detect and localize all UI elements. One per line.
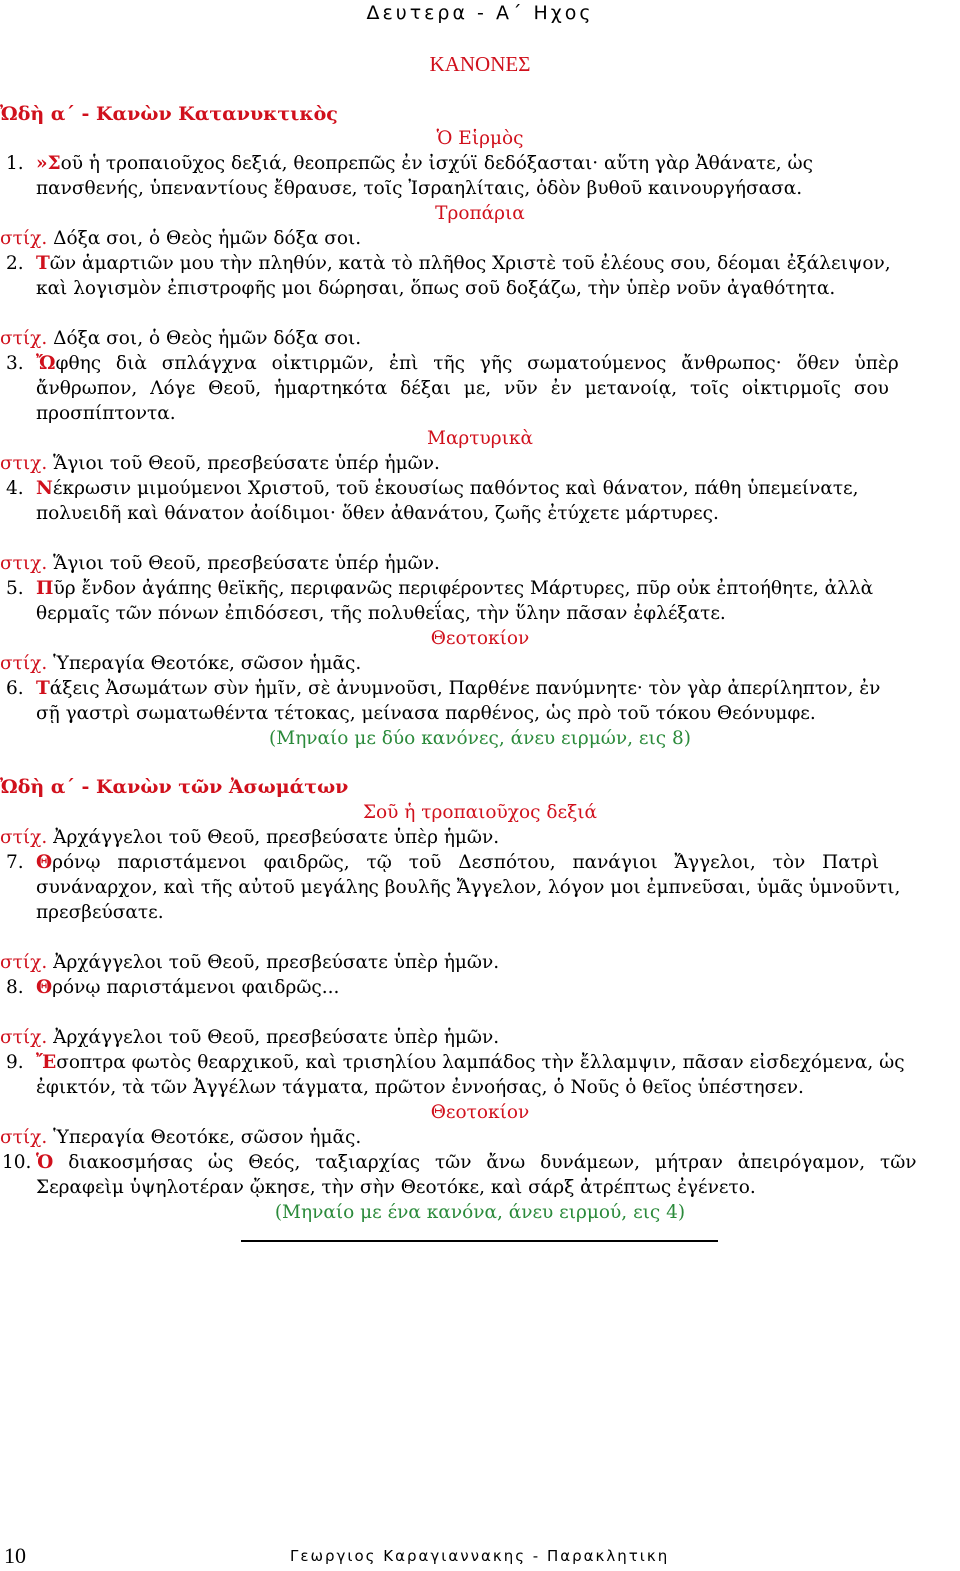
hymn-10-line-2: Σεραφεὶμ ὑψηλοτέραν ᾤκησε, τὴν σὴν Θεοτόκε, καὶ σάρξ ἀτρέπτως ἐγένετο. — [36, 1177, 756, 1198]
hymn-text: σοπτρα φωτὸς θεαρχικοῦ, καὶ τρισηλίου λαμπάδος τὴν ἔλλαμψιν, πᾶσαν εἰσδεχόμενα, ὡς — [56, 1052, 905, 1073]
stichos — [0, 551, 920, 576]
section-divider — [241, 1240, 718, 1242]
hymn-text: ρόνῳ παριστάμενοι φαιδρῶς, τῷ τοῦ Δεσπότου, πανάγιοι Ἄγγελοι, τὸν Πατρὶ — [52, 852, 880, 873]
stichos-prefix: στίχ. — [0, 653, 48, 674]
stichos — [0, 451, 920, 476]
hymn-3-line-2: ἄνθρωπον, Λόγε Θεοῦ, ἡμαρτηκότα δέξαι με, νῦν ἐν μετανοίᾳ, τοῖς οἰκτιρμοῖς σου — [36, 378, 889, 399]
stichos — [0, 651, 920, 676]
drop-initial: »Σ — [36, 153, 61, 174]
hymn-7-line-1 — [36, 850, 956, 875]
hymn-text: ῦρ ἔνδον ἀγάπης θεϊκῆς, περιφανῶς περιφέροντες Μάρτυρες, πῦρ οὐκ ἐπτοήθητε, ἀλλὰ — [53, 578, 874, 599]
hymn-1-line-1 — [36, 151, 956, 176]
hymn-number: 4. — [6, 478, 24, 499]
drop-initial: Θ — [36, 977, 53, 998]
heirmos-label: Σοῦ ἡ τροπαιοῦχος δεξιά — [362, 802, 598, 823]
stichos-prefix: στίχ. — [0, 827, 48, 848]
hymn-9-line-1 — [36, 1050, 956, 1075]
stichos-text: Ἀρχάγγελοι τοῦ Θεοῦ, πρεσβεύσατε ὑπὲρ ἡμῶν. — [53, 1027, 500, 1048]
hymn-number: 8. — [6, 977, 24, 998]
menaion-note: (Μηναίο με δύο κανόνες, άνευ ειρμών, εις 8) — [269, 728, 691, 749]
stichos-text: Ὑπεραγία Θεοτόκε, σῶσον ἡμᾶς. — [53, 1127, 362, 1148]
hymn-text: έκρωσιν μιμούμενοι Χριστοῦ, τοῦ ἑκουσίως παθόντος καὶ θάνατον, πάθη ὑπεμείνατε, — [52, 478, 859, 499]
hymn-number: 1. — [6, 153, 24, 174]
page-number: 10 — [4, 1543, 26, 1568]
hymn-number: 7. — [6, 852, 24, 873]
drop-initial: Π — [36, 578, 54, 599]
hymn-text: ῶν ἁμαρτιῶν μου τὴν πληθύν, κατὰ τὸ πλῆθος Χριστὲ τοῦ ἐλέους σου, δέομαι ἐξάλειψον, — [49, 253, 891, 274]
stichos — [0, 1025, 920, 1050]
running-header: Δευτερα - Α΄ Ηχος — [366, 2, 594, 24]
hymn-3-line-3: προσπίπτοντα. — [36, 403, 176, 424]
stichos-text: Ἀρχάγγελοι τοῦ Θεοῦ, πρεσβεύσατε ὑπὲρ ἡμῶν. — [53, 827, 500, 848]
page-title: ΚΑΝΟΝΕΣ — [429, 52, 531, 76]
martyrika-label: Μαρτυρικὰ — [427, 428, 533, 449]
drop-initial: Ν — [36, 478, 53, 499]
stichos-prefix: στίχ. — [0, 228, 48, 249]
stichos-prefix: στίχ. — [0, 1027, 48, 1048]
hymn-6-line-1 — [36, 676, 956, 701]
hymn-text: διακοσμήσας ὡς Θεός, ταξιαρχίας τῶν ἄνω δυνάμεων, μήτραν ἀπειρόγαμον, τῶν — [68, 1152, 917, 1173]
stichos — [0, 1125, 920, 1150]
stichos-text: Ὑπεραγία Θεοτόκε, σῶσον ἡμᾶς. — [53, 653, 362, 674]
stichos — [0, 226, 920, 251]
drop-initial: Τ — [36, 253, 50, 274]
hymn-1-line-2: πανσθενής, ὑπεναντίους ἔθραυσε, τοῖς Ἰσραηλίταις, ὁδὸν βυθοῦ καινουργήσασα. — [36, 178, 803, 199]
theotokion-label: Θεοτοκίον — [430, 1102, 530, 1123]
hymn-4-line-2: πολυειδῆ καὶ θάνατον ἀοίδιμοι· ὅθεν ἀθανάτου, ζωῆς ἐτύχετε μάρτυρες. — [36, 503, 719, 524]
hymn-3-line-1 — [36, 351, 956, 376]
hymn-7-line-3: πρεσβεύσατε. — [36, 902, 164, 923]
drop-initial: Τ — [36, 678, 50, 699]
hymn-10-line-1 — [36, 1150, 956, 1175]
heirmos-label: Ὁ Εἱρμὸς — [436, 128, 524, 149]
hymn-number: 9. — [6, 1052, 24, 1073]
hymn-9-line-2: ἐφικτόν, τὰ τῶν Ἀγγέλων τάγματα, πρῶτον ἐννοήσας, ὁ Νοῦς ὁ θεῖος ὑπέστησεν. — [36, 1077, 804, 1098]
stichos-text: Ἅγιοι τοῦ Θεοῦ, πρεσβεύσατε ὑπέρ ἡμῶν. — [53, 553, 440, 574]
hymn-2-line-2: καὶ λογισμὸν ἐπιστροφῆς μοι δώρησαι, ὅπως σοῦ δοξάζω, τὴν ὑπὲρ νοῦν ἀγαθότητα. — [36, 278, 836, 299]
stichos-prefix: στιχ. — [0, 553, 48, 574]
theotokion-label: Θεοτοκίον — [430, 628, 530, 649]
hymn-number: 3. — [6, 353, 24, 374]
running-footer: Γεωργιος Καραγιαννακης - Παρακλητικη — [290, 1547, 670, 1565]
stichos — [0, 950, 920, 975]
stichos-text: Δόξα σοι, ὁ Θεὸς ἡμῶν δόξα σοι. — [53, 328, 362, 349]
troparia-label: Τροπάρια — [435, 203, 525, 224]
hymn-4-line-1 — [36, 476, 956, 501]
hymn-7-line-2: συνάναρχον, καὶ τῆς αὐτοῦ μεγάλης βουλῆς Ἄγγελον, λόγον μοι ἐμπνεῦσαι, ὑμᾶς ὑμνοῦντι, — [36, 877, 901, 898]
stichos-prefix: στιχ. — [0, 453, 48, 474]
hymn-number: 5. — [6, 578, 24, 599]
drop-initial: Ὤ — [36, 353, 56, 374]
hymn-text: ρόνῳ παριστάμενοι φαιδρῶς... — [52, 977, 340, 998]
stichos-prefix: στίχ. — [0, 952, 48, 973]
hymn-text: άξεις Ἀσωμάτων σὺν ἡμῖν, σὲ ἀνυμνοῦσι, Παρθένε πανύμνητε· τὸν γὰρ ἀπερίληπτον, ἐν — [49, 678, 881, 699]
stichos — [0, 825, 920, 850]
drop-initial: Θ — [36, 852, 53, 873]
hymn-number: 10. — [2, 1152, 32, 1173]
menaion-note: (Μηναίο με ένα κανόνα, άνευ ειρμού, εις 4) — [274, 1202, 686, 1223]
stichos-text: Ἀρχάγγελοι τοῦ Θεοῦ, πρεσβεύσατε ὑπὲρ ἡμῶν. — [53, 952, 500, 973]
drop-initial: Ὁ — [36, 1152, 54, 1173]
hymn-5-line-2: θερμαῖς τῶν πόνων ἐπιδόσεσι, τῆς πολυθεΐας, τὴν ὕλην πᾶσαν ἐφλέξατε. — [36, 603, 726, 624]
hymn-2-line-1 — [36, 251, 956, 276]
hymn-5-line-1 — [36, 576, 956, 601]
drop-initial: Ἔ — [36, 1052, 57, 1073]
ode-title: Ὠδὴ α΄ - Κανὼν τῶν Ἀσωμάτων — [0, 776, 349, 798]
stichos-text: Δόξα σοι, ὁ Θεὸς ἡμῶν δόξα σοι. — [53, 228, 362, 249]
hymn-text: οῦ ἡ τροπαιοῦχος δεξιά, θεοπρεπῶς ἐν ἰσχύϊ δεδόξασται· αὕτη γὰρ Ἀθάνατε, ὡς — [60, 153, 813, 174]
stichos-prefix: στίχ. — [0, 328, 48, 349]
hymn-number: 2. — [6, 253, 24, 274]
hymn-6-line-2: σῇ γαστρὶ σωματωθέντα τέτοκας, μείνασα παρθένος, ὡς πρὸ τοῦ τόκου Θεόνυμφε. — [36, 703, 816, 724]
stichos — [0, 326, 920, 351]
stichos-text: Ἅγιοι τοῦ Θεοῦ, πρεσβεύσατε ὑπέρ ἡμῶν. — [53, 453, 440, 474]
stichos-prefix: στίχ. — [0, 1127, 48, 1148]
hymn-number: 6. — [6, 678, 24, 699]
hymn-text: φθης διὰ σπλάγχνα οἰκτιρμῶν, ἐπὶ τῆς γῆς σωματούμενος ἄνθρωπος· ὅθεν ὑπὲρ — [55, 353, 899, 374]
hymn-8-line-1 — [36, 975, 956, 1000]
ode-title: Ὠδὴ α΄ - Κανὼν Κατανυκτικὸς — [0, 103, 338, 125]
